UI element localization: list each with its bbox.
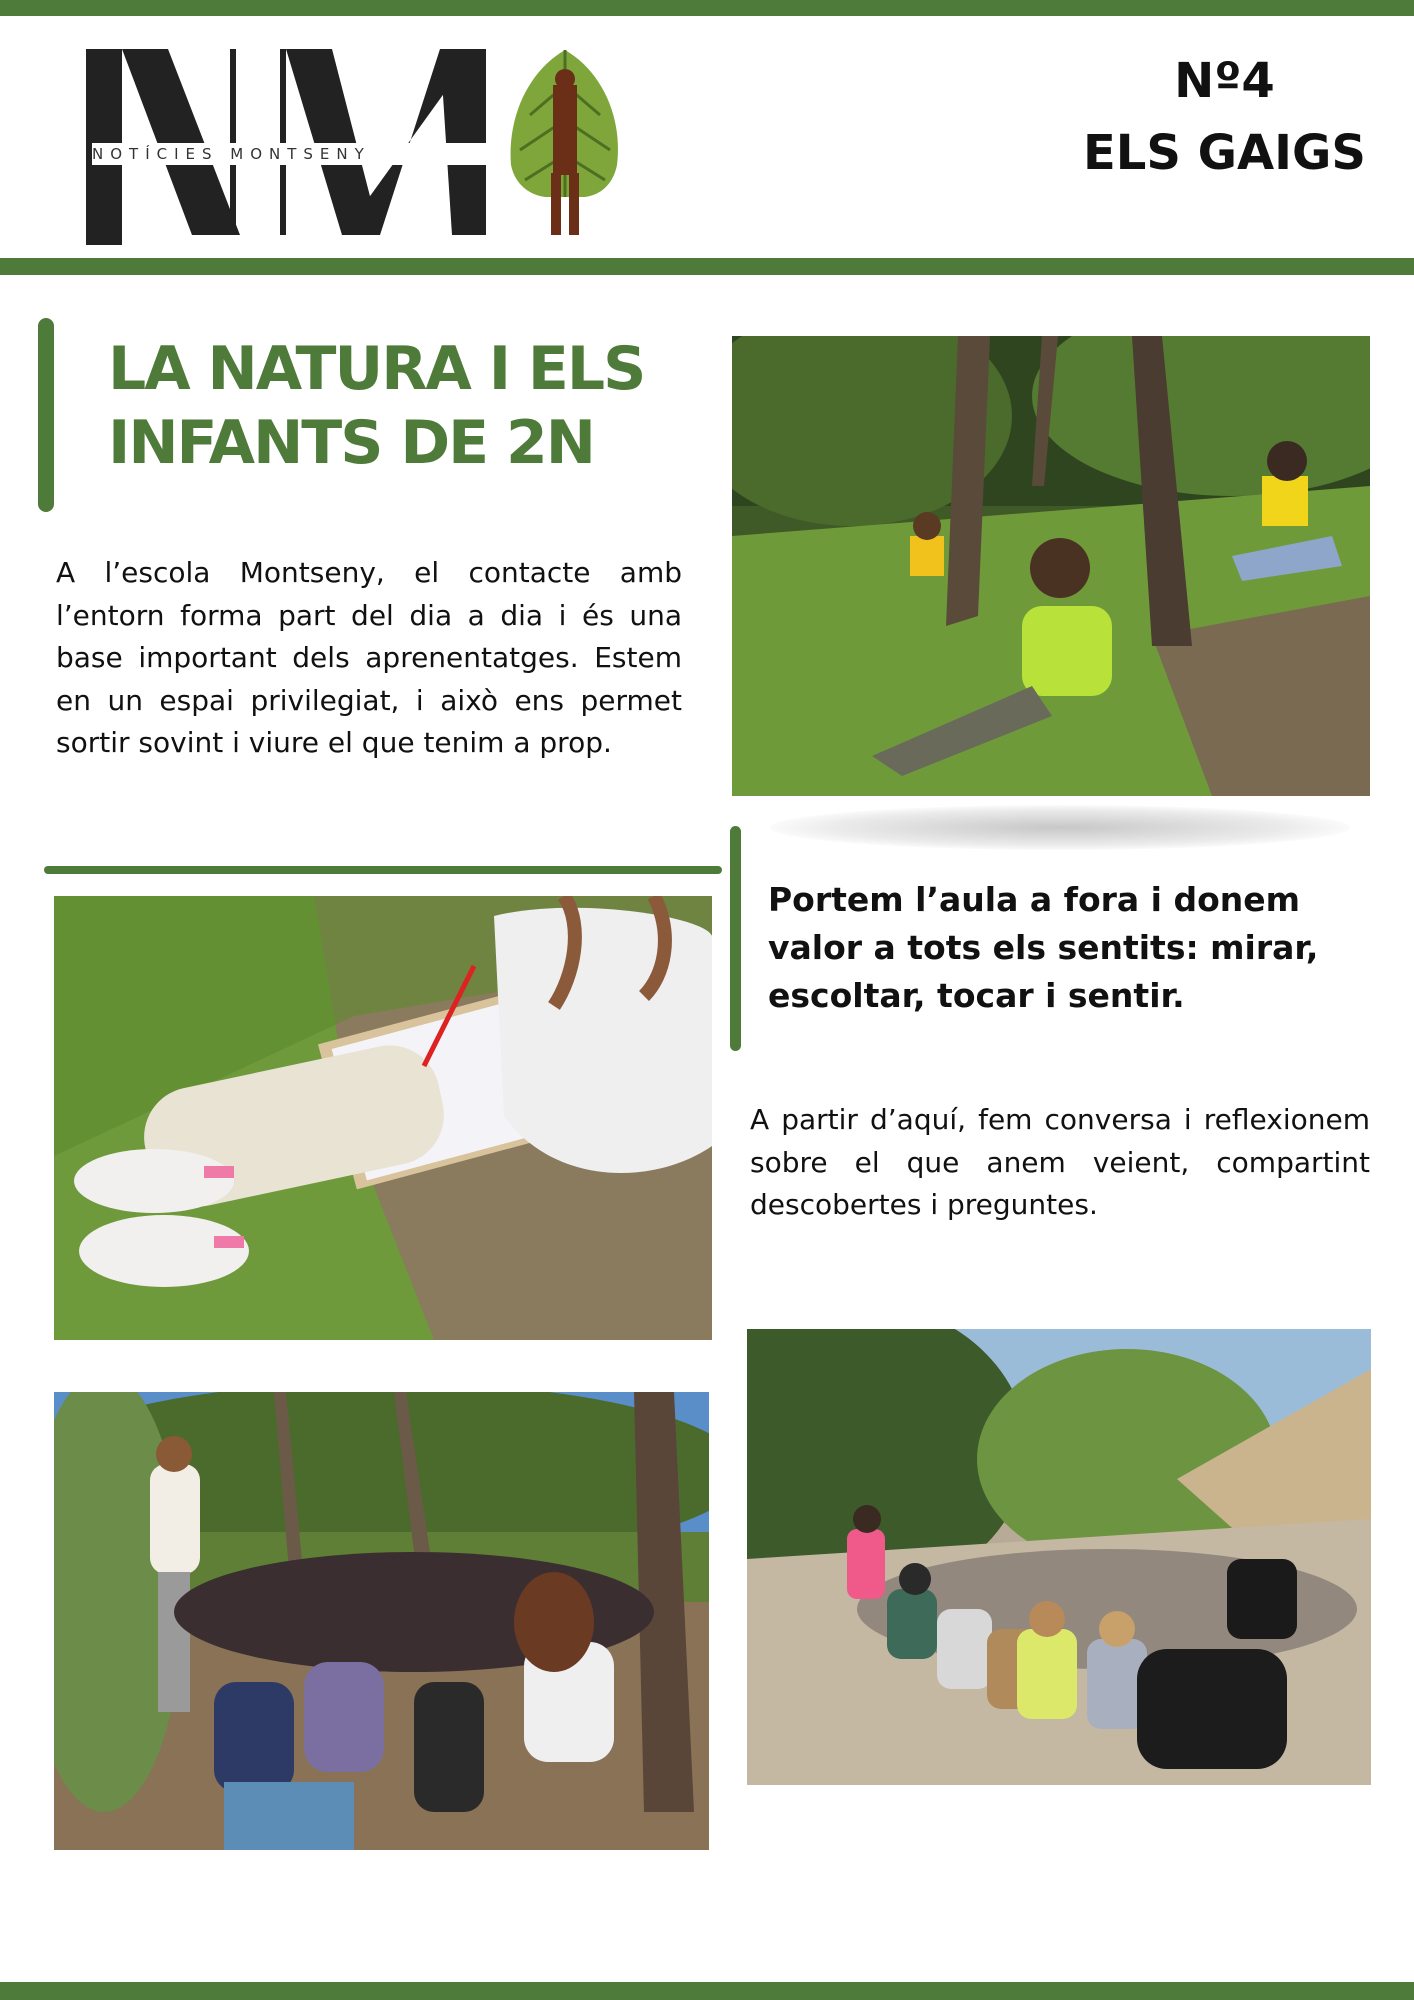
intro-paragraph: A l’escola Montseny, el contacte amb l’entorn forma part del dia a dia i és una base important dels aprenentatges. Estem en un espai privilegiat, i això ens permet sortir sovint i viure el que tenim a prop. <box>56 556 682 759</box>
bottom-border <box>0 1982 1414 2000</box>
leaf-person-icon <box>505 45 625 240</box>
issue-label <box>1083 45 1366 189</box>
title-accent-bar <box>38 318 54 512</box>
title-line-1: LA NATURA I ELS <box>108 334 645 404</box>
photo-circle-on-path <box>747 1329 1371 1785</box>
photo-child-writing-clipboard <box>54 896 712 1340</box>
top-border <box>0 0 1414 16</box>
header-divider <box>0 258 1414 275</box>
title-line-2: INFANTS DE 2N <box>108 408 594 478</box>
article-title <box>108 332 708 480</box>
class-name: ELS GAIGS <box>1082 125 1366 181</box>
photo-children-under-trees <box>732 336 1370 796</box>
followup-paragraph: A partir d’aquí, fem conversa i reflexionem sobre el que anem veient, compartint descobertes i preguntes. <box>750 1103 1370 1221</box>
logo-subtitle: NOTÍCIES MONTSENY <box>92 143 512 165</box>
photo-group-with-teacher <box>54 1392 709 1850</box>
highlight-quote: Portem l’aula a fora i donem valor a tots els sentits: mirar, escoltar, tocar i sentir. <box>768 880 1319 1015</box>
logo <box>80 45 620 245</box>
section-divider <box>44 866 722 874</box>
issue-number: Nº4 <box>1174 53 1275 109</box>
photo-shadow <box>770 805 1350 850</box>
quote-accent-bar <box>730 826 741 1051</box>
